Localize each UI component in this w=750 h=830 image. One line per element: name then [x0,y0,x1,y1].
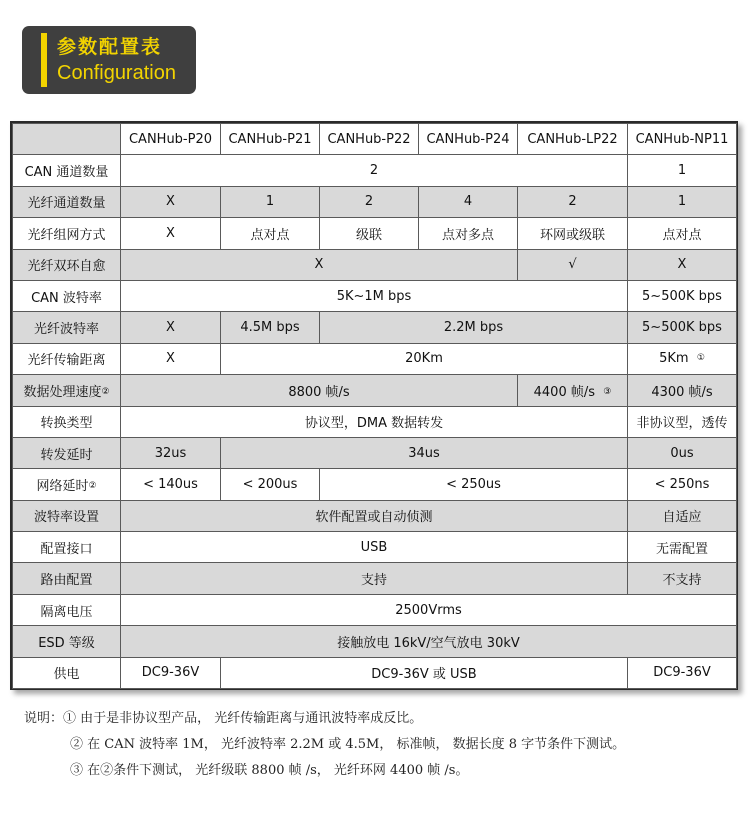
table-cell: 点对点 [221,218,320,249]
row-label: CAN 通道数量 [13,155,121,186]
table-row [13,469,737,500]
table-cell: 5K~1M bps [121,280,628,311]
table-row [13,500,737,531]
table-cell: < 140us [121,469,221,500]
note-line [24,758,625,784]
row-label: 配置接口 [13,532,121,563]
table-cell: 32us [121,437,221,468]
table-cell: X [121,343,221,374]
table-cell [628,343,737,374]
table-cell: 自适应 [628,500,737,531]
row-label: 光纤通道数量 [13,186,121,217]
table-row [13,249,737,280]
column-header: CANHub-LP22 [518,124,628,155]
table-cell: 环网或级联 [518,218,628,249]
table-cell: 级联 [320,218,419,249]
table-cell: 4300 帧/s [628,375,737,406]
table-cell: < 200us [221,469,320,500]
table-cell: 不支持 [628,563,737,594]
accent-bar [41,33,47,87]
notes [24,706,625,784]
table-cell: 接触放电 16kV/空气放电 30kV [121,626,737,657]
footnote-mark: ③ [603,386,612,397]
table-cell: 34us [221,437,628,468]
table-cell: X [121,186,221,217]
note-line [24,732,625,758]
column-header: CANHub-P22 [320,124,419,155]
row-label: CAN 波特率 [13,280,121,311]
table-cell: 点对点 [628,218,737,249]
table-cell: X [628,249,737,280]
table-cell: 4.5M bps [221,312,320,343]
table-cell: 2 [320,186,419,217]
row-label [13,375,121,406]
table-row [13,532,737,563]
table-cell: 2.2M bps [320,312,628,343]
row-label-text: 网络延时 [36,478,89,494]
table-row [13,563,737,594]
table-cell: 2 [518,186,628,217]
table-cell: DC9-36V 或 USB [221,657,628,688]
column-header: CANHub-NP11 [628,124,737,155]
table-cell: DC9-36V [121,657,221,688]
table-cell: X [121,312,221,343]
column-header: CANHub-P24 [419,124,518,155]
table-row [13,375,737,406]
table-header-row [13,124,737,155]
table-cell: 非协议型，透传 [628,406,737,437]
cell-text: 5Km [659,351,689,367]
table-row [13,626,737,657]
table-row [13,186,737,217]
table-cell: 20Km [221,343,628,374]
row-label: 路由配置 [13,563,121,594]
table-cell: < 250us [320,469,628,500]
footnote-mark: ① [696,353,705,364]
title-badge [22,26,196,94]
row-label: 隔离电压 [13,594,121,625]
row-label: 供电 [13,657,121,688]
table-cell: 点对多点 [419,218,518,249]
table-cell [518,375,628,406]
note-item: ② 在 CAN 波特率 1M， 光纤波特率 2.2M 或 4.5M， 标准帧， 数据长度 8 字节条件下测试。 [70,737,626,752]
table-cell: 4 [419,186,518,217]
table-cell: 5~500K bps [628,280,737,311]
table-row [13,406,737,437]
table-cell: 0us [628,437,737,468]
row-label: 光纤波特率 [13,312,121,343]
table-cell: 1 [628,155,737,186]
column-header: CANHub-P20 [121,124,221,155]
table-cell: DC9-36V [628,657,737,688]
row-label: 转发延时 [13,437,121,468]
table-cell: 软件配置或自动侦测 [121,500,628,531]
table-cell: 5~500K bps [628,312,737,343]
table-cell: 2500Vrms [121,594,737,625]
cell-text: 4400 帧/s [533,384,596,400]
table-row [13,155,737,186]
row-label-text: 数据处理速度 [23,384,102,400]
table-row [13,218,737,249]
table-row [13,312,737,343]
table-cell: USB [121,532,628,563]
row-label: 转换类型 [13,406,121,437]
row-label [13,469,121,500]
config-table [10,121,738,690]
table-cell: 无需配置 [628,532,737,563]
table-cell: 支持 [121,563,628,594]
table-cell: √ [518,249,628,280]
row-label: 光纤组网方式 [13,218,121,249]
table-cell: X [121,218,221,249]
table-cell: X [121,249,518,280]
row-label: 光纤传输距离 [13,343,121,374]
title-zh: 参数配置表 [57,36,163,58]
note-item: ③ 在②条件下测试， 光纤级联 8800 帧 /s， 光纤环网 4400 帧 /s。 [70,763,469,778]
table-row [13,437,737,468]
table-cell: 2 [121,155,628,186]
notes-prefix: 说明： [24,711,64,726]
column-header: CANHub-P21 [221,124,320,155]
footnote-mark: ② [88,480,97,491]
table-row [13,280,737,311]
note-line [24,706,625,732]
table-cell: 8800 帧/s [121,375,518,406]
footnote-mark: ② [101,386,110,397]
row-label: ESD 等级 [13,626,121,657]
table-cell: 协议型，DMA 数据转发 [121,406,628,437]
row-label: 光纤双环自愈 [13,249,121,280]
table-cell: < 250ns [628,469,737,500]
table-row [13,343,737,374]
row-label: 波特率设置 [13,500,121,531]
table-cell: 1 [628,186,737,217]
note-item: ① 由于是非协议型产品， 光纤传输距离与通讯波特率成反比。 [63,711,423,726]
table-cell: 1 [221,186,320,217]
header-corner [13,124,121,155]
title-en: Configuration [57,62,176,84]
table-row [13,657,737,688]
table-row [13,594,737,625]
